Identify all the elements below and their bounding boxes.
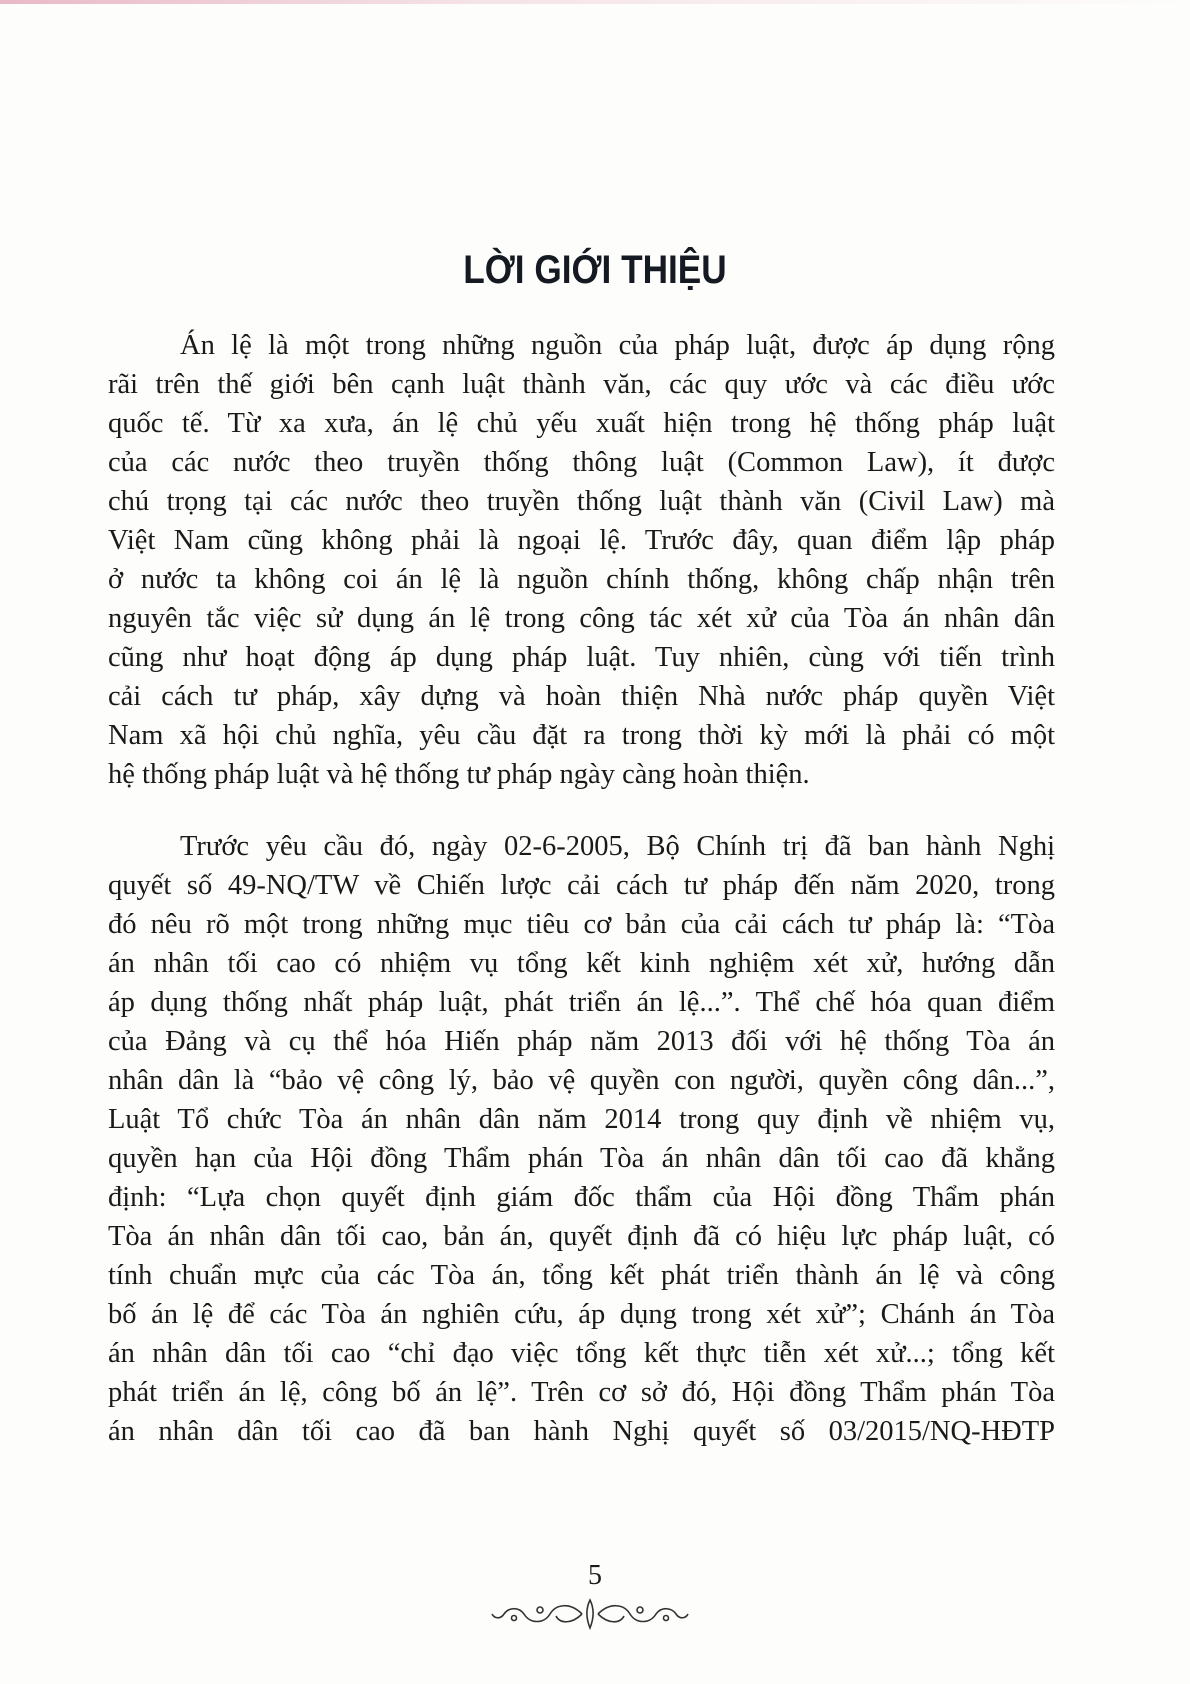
page-number: 5 (588, 1560, 602, 1591)
text-line: hệ thống pháp luật và hệ thống tư pháp ngày càng hoàn thiện. (108, 759, 810, 790)
text-line: Trước yêu cầu đó, ngày 02-6-2005, Bộ Chính trị đã ban hành Nghị (180, 831, 1055, 862)
text-line: Luật Tổ chức Tòa án nhân dân năm 2014 trong quy định về nhiệm vụ, (108, 1104, 1055, 1135)
text-line: chú trọng tại các nước theo truyền thống luật thành văn (Civil Law) mà (108, 486, 1055, 517)
text-line: đó nêu rõ một trong những mục tiêu cơ bản của cải cách tư pháp là: “Tòa (108, 909, 1055, 940)
text-line: quyết số 49-NQ/TW về Chiến lược cải cách tư pháp đến năm 2020, trong (108, 870, 1055, 901)
text-line: án nhân tối cao có nhiệm vụ tổng kết kinh nghiệm xét xử, hướng dẫn (108, 948, 1055, 979)
text-line: áp dụng thống nhất pháp luật, phát triển án lệ...”. Thể chế hóa quan điểm (108, 987, 1055, 1018)
text-line: cải cách tư pháp, xây dựng và hoàn thiện Nhà nước pháp quyền Việt (108, 681, 1055, 712)
text-line: nguyên tắc việc sử dụng án lệ trong công tác xét xử của Tòa án nhân dân (108, 603, 1055, 634)
text-line: tính chuẩn mực của các Tòa án, tổng kết phát triển thành án lệ và công (108, 1260, 1055, 1291)
text-line: định: “Lựa chọn quyết định giám đốc thẩm của Hội đồng Thẩm phán (108, 1182, 1055, 1213)
text-line: Nam xã hội chủ nghĩa, yêu cầu đặt ra trong thời kỳ mới là phải có một (108, 720, 1055, 751)
text-line: quốc tế. Từ xa xưa, án lệ chủ yếu xuất hiện trong hệ thống pháp luật (108, 408, 1055, 439)
paragraph-2 (108, 827, 1055, 1451)
text-line: phát triển án lệ, công bố án lệ”. Trên cơ sở đó, Hội đồng Thẩm phán Tòa (108, 1377, 1055, 1408)
text-line: nhân dân là “bảo vệ công lý, bảo vệ quyền con người, quyền công dân...”, (108, 1065, 1055, 1096)
text-line: ở nước ta không coi án lệ là nguồn chính thống, không chấp nhận trên (108, 564, 1055, 595)
text-line: quyền hạn của Hội đồng Thẩm phán Tòa án nhân dân tối cao đã khẳng (108, 1143, 1055, 1174)
page-edge (0, 0, 1190, 4)
paragraph-1 (108, 326, 1055, 794)
text-line: án nhân dân tối cao đã ban hành Nghị quyết số 03/2015/NQ-HĐTP (108, 1416, 1055, 1447)
text-line: Án lệ là một trong những nguồn của pháp luật, được áp dụng rộng (180, 330, 1055, 361)
page-title: LỜI GIỚI THIỆU (463, 248, 727, 292)
text-line: Tòa án nhân dân tối cao, bản án, quyết định đã có hiệu lực pháp luật, có (108, 1221, 1055, 1252)
decorative-flourish-icon (490, 1596, 690, 1632)
text-line: án nhân dân tối cao “chỉ đạo việc tổng kết thực tiễn xét xử...; tổng kết (108, 1338, 1055, 1369)
text-line: của các nước theo truyền thống thông luật (Common Law), ít được (108, 447, 1055, 478)
text-line: cũng như hoạt động áp dụng pháp luật. Tuy nhiên, cùng với tiến trình (108, 642, 1055, 673)
text-line: Việt Nam cũng không phải là ngoại lệ. Trước đây, quan điểm lập pháp (108, 525, 1055, 556)
text-line: của Đảng và cụ thể hóa Hiến pháp năm 2013 đối với hệ thống Tòa án (108, 1026, 1055, 1057)
text-line: bố án lệ để các Tòa án nghiên cứu, áp dụng trong xét xử”; Chánh án Tòa (108, 1299, 1055, 1330)
text-line: rãi trên thế giới bên cạnh luật thành văn, các quy ước và các điều ước (108, 369, 1055, 400)
